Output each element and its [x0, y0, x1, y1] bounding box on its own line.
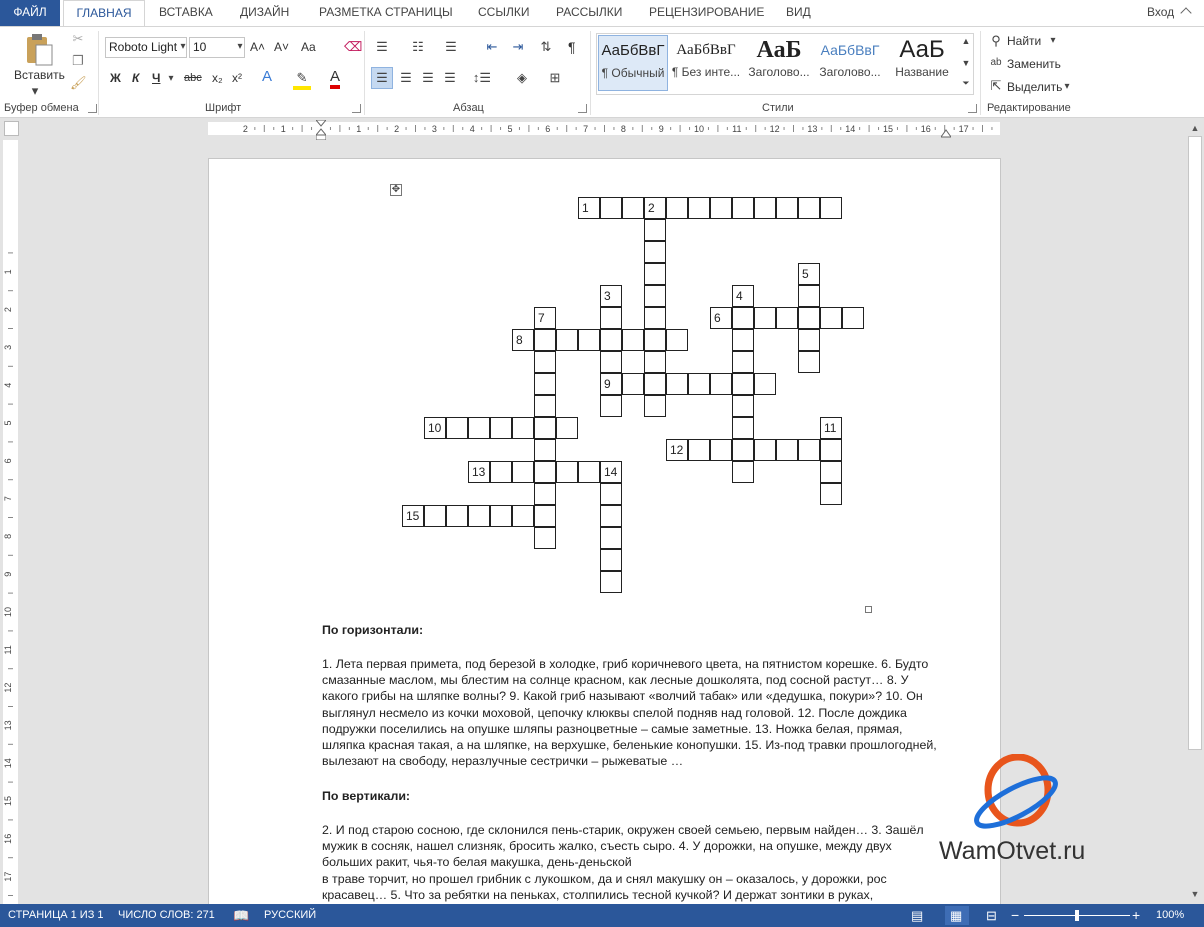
crossword-cell[interactable]: [600, 505, 622, 527]
crossword-cell[interactable]: [644, 329, 666, 351]
tab-layout[interactable]: РАЗМЕТКА СТРАНИЦЫ: [319, 5, 453, 19]
style-heading-2[interactable]: [815, 35, 885, 91]
svg-text:1: 1: [3, 269, 13, 275]
crossword-cell[interactable]: 10: [424, 417, 446, 439]
crossword-cell[interactable]: [600, 395, 622, 417]
proofing-icon[interactable]: 📖: [233, 908, 250, 923]
wamotvet-logo-icon: [968, 754, 1064, 832]
crossword-cell[interactable]: [732, 395, 754, 417]
crossword-cell[interactable]: 12: [666, 439, 688, 461]
svg-text:16: 16: [3, 833, 13, 844]
crossword-cell[interactable]: 8: [512, 329, 534, 351]
crossword-cell[interactable]: [600, 351, 622, 373]
cut-icon[interactable]: ✂: [72, 31, 84, 46]
crossword-cell[interactable]: [556, 417, 578, 439]
svg-text:3: 3: [3, 344, 13, 350]
crossword-cell[interactable]: [600, 549, 622, 571]
crossword-cell[interactable]: [534, 439, 556, 461]
crossword-cell[interactable]: [468, 417, 490, 439]
select-cursor-icon: ⇱: [990, 78, 1002, 93]
sign-in-link[interactable]: Вход: [1147, 5, 1175, 19]
svg-text:16: 16: [920, 124, 931, 134]
crossword-cell[interactable]: [534, 505, 556, 527]
svg-text:13: 13: [807, 124, 818, 134]
crossword-cell[interactable]: [644, 373, 666, 395]
crossword-cell[interactable]: 14: [600, 461, 622, 483]
tab-home[interactable]: ГЛАВНАЯ: [63, 0, 145, 27]
crossword-cell[interactable]: [798, 351, 820, 373]
clipboard-launcher-icon[interactable]: [88, 104, 97, 113]
crossword-cell[interactable]: [732, 307, 754, 329]
line-spacing-icon[interactable]: ↕☰: [472, 70, 492, 85]
status-bar: [0, 904, 1204, 927]
crossword-cell[interactable]: [446, 417, 468, 439]
crossword-cell[interactable]: [820, 197, 842, 219]
style-name: ¶ Без инте...: [671, 65, 741, 79]
zoom-slider-thumb[interactable]: [1075, 910, 1079, 921]
align-right-icon[interactable]: ☰: [422, 70, 434, 85]
format-painter-icon[interactable]: 🖌: [70, 75, 87, 90]
increase-indent-icon[interactable]: ⇥: [512, 39, 524, 54]
group-divider: [590, 31, 591, 115]
bullets-icon[interactable]: ☰: [376, 39, 388, 54]
down-clues-2: в траве торчит, но прошел грибник с лукошком, да и снял макушку он – оказалось, у дорожки, рос красавец… 5. Что за ребятки на пеньках, столпились тесной кучкой? И держат зонтики в руках,: [322, 872, 887, 903]
crossword-cell[interactable]: [842, 307, 864, 329]
crossword-cell[interactable]: [600, 197, 622, 219]
svg-text:2: 2: [394, 124, 400, 134]
copy-icon[interactable]: ❐: [72, 53, 84, 68]
crossword-cell[interactable]: [666, 197, 688, 219]
crossword-cell[interactable]: [490, 505, 512, 527]
crossword-cell[interactable]: [754, 439, 776, 461]
align-center-icon[interactable]: ☰: [400, 70, 412, 85]
crossword-cell[interactable]: [688, 439, 710, 461]
crossword-cell[interactable]: [732, 417, 754, 439]
svg-text:14: 14: [3, 758, 13, 769]
font-size-dropdown-icon[interactable]: ▾: [237, 41, 243, 52]
crossword-cell[interactable]: [534, 461, 556, 483]
style-name: ¶ Обычный: [601, 66, 665, 80]
word-count-status[interactable]: ЧИСЛО СЛОВ: 271: [118, 909, 215, 921]
crossword-cell[interactable]: [776, 197, 798, 219]
crossword-cell[interactable]: [710, 439, 732, 461]
paste-button[interactable]: Вставить: [14, 68, 65, 82]
svg-text:2: 2: [3, 307, 13, 313]
crossword-cell[interactable]: [512, 461, 534, 483]
svg-text:13: 13: [3, 720, 13, 731]
crossword-cell[interactable]: [732, 461, 754, 483]
down-clues-1: 2. И под старою сосною, где склонился пень-старик, окружен своей семьею, первым найден… 3. Зашёл мужик в сосняк, нашел слизняк, бросить жалко, съесть сыро. 4. У дорожки, на опушке, между двух больших ракит, чья-то белая макушка, день-деньской: [322, 823, 924, 870]
svg-text:12: 12: [3, 682, 13, 693]
crossword-cell[interactable]: [666, 373, 688, 395]
svg-text:6: 6: [545, 124, 551, 134]
crossword-cell[interactable]: [534, 329, 556, 351]
crossword-cell[interactable]: [820, 483, 842, 505]
crossword-cell[interactable]: 13: [468, 461, 490, 483]
crossword-cell[interactable]: 7: [534, 307, 556, 329]
crossword-cell[interactable]: 11: [820, 417, 842, 439]
svg-text:2: 2: [242, 124, 248, 134]
style-sample: АаБбВвГ: [601, 42, 665, 59]
italic-button[interactable]: К: [132, 71, 140, 85]
svg-text:17: 17: [3, 871, 13, 882]
svg-text:11: 11: [732, 124, 742, 134]
svg-text:1: 1: [356, 124, 362, 134]
crossword-cell[interactable]: [710, 373, 732, 395]
tab-insert[interactable]: ВСТАВКА: [159, 5, 213, 19]
subscript-button[interactable]: x₂: [212, 71, 223, 85]
scroll-down-icon[interactable]: ▼: [1190, 889, 1200, 899]
crossword-cell[interactable]: [600, 571, 622, 593]
crossword-cell[interactable]: [556, 461, 578, 483]
styles-more-icon[interactable]: ⏷: [962, 78, 970, 88]
svg-text:9: 9: [658, 124, 664, 134]
crossword-cell[interactable]: [622, 373, 644, 395]
group-divider: [98, 31, 99, 115]
right-indent-marker-icon[interactable]: [941, 127, 951, 137]
crossword-cell[interactable]: [424, 505, 446, 527]
select-dropdown-icon[interactable]: ▾: [1064, 81, 1070, 92]
crossword-cell[interactable]: [622, 197, 644, 219]
crossword-cell[interactable]: [710, 197, 732, 219]
crossword-cell[interactable]: [754, 373, 776, 395]
crossword-cell[interactable]: [820, 439, 842, 461]
styles-scroll-up-icon[interactable]: ▲: [961, 36, 971, 46]
vertical-ruler[interactable]: [3, 140, 18, 904]
crossword-cell[interactable]: [732, 351, 754, 373]
crossword-cell[interactable]: [754, 307, 776, 329]
style-normal[interactable]: [598, 35, 668, 91]
crossword-cell[interactable]: [600, 527, 622, 549]
style-name: Заголово...: [748, 65, 810, 79]
crossword-cell[interactable]: [688, 373, 710, 395]
svg-text:14: 14: [845, 124, 856, 134]
svg-text:7: 7: [3, 496, 13, 502]
svg-text:3: 3: [431, 124, 437, 134]
scroll-up-icon[interactable]: ▲: [1190, 123, 1200, 133]
crossword-cell[interactable]: [578, 329, 600, 351]
read-mode-icon[interactable]: ▤: [911, 908, 924, 923]
crossword-cell[interactable]: 5: [798, 263, 820, 285]
style-sample: АаБбВвГ: [676, 42, 736, 58]
crossword-cell[interactable]: [644, 351, 666, 373]
svg-text:15: 15: [3, 795, 13, 807]
paste-icon[interactable]: [24, 33, 54, 67]
svg-text:5: 5: [507, 124, 513, 134]
borders-icon[interactable]: ⊞: [549, 70, 561, 85]
crossword-cell[interactable]: [644, 285, 666, 307]
across-heading: По горизонтали:: [322, 623, 424, 637]
underline-dropdown-icon[interactable]: ▾: [168, 73, 174, 84]
tab-references[interactable]: ССЫЛКИ: [478, 5, 530, 19]
svg-text:11: 11: [3, 645, 13, 655]
crossword-cell[interactable]: [534, 527, 556, 549]
styles-group-label: Стили: [762, 102, 794, 114]
style-name: Заголово...: [819, 65, 881, 79]
crossword-cell[interactable]: [446, 505, 468, 527]
font-color-button[interactable]: A: [330, 69, 340, 89]
tab-mailings[interactable]: РАССЫЛКИ: [556, 5, 623, 19]
svg-text:4: 4: [469, 124, 475, 134]
zoom-in-icon[interactable]: +: [1132, 907, 1141, 923]
zoom-level[interactable]: 100%: [1156, 909, 1185, 921]
collapse-ribbon-icon[interactable]: [1180, 7, 1191, 18]
crossword-cell[interactable]: [644, 241, 666, 263]
text-effects-button[interactable]: A: [262, 68, 273, 85]
crossword-cell[interactable]: [666, 329, 688, 351]
font-group-label: Шрифт: [205, 102, 242, 114]
replace-button[interactable]: Заменить: [1007, 57, 1061, 71]
crossword-cell[interactable]: [512, 417, 534, 439]
ribbon-tab-bar: [0, 0, 1204, 26]
crossword-cell[interactable]: [534, 395, 556, 417]
decrease-indent-icon[interactable]: ⇤: [486, 39, 498, 54]
svg-text:6: 6: [3, 458, 13, 464]
crossword-cell[interactable]: [468, 505, 490, 527]
sort-icon[interactable]: ⇅: [540, 39, 552, 54]
style-sample: АаБбВвГ: [820, 42, 880, 58]
crossword-cell[interactable]: [534, 417, 556, 439]
svg-text:4: 4: [3, 382, 13, 388]
zoom-out-icon[interactable]: −: [1011, 907, 1020, 923]
superscript-button[interactable]: x²: [232, 71, 242, 85]
crossword-cell[interactable]: [600, 307, 622, 329]
clipboard-group-label: Буфер обмена: [4, 102, 79, 114]
shrink-font-button[interactable]: A˅: [274, 40, 290, 54]
crossword-cell[interactable]: 9: [600, 373, 622, 395]
highlight-color-icon[interactable]: ✎: [293, 70, 311, 90]
justify-icon[interactable]: ☰: [444, 70, 456, 85]
bold-button[interactable]: Ж: [110, 71, 121, 85]
find-button[interactable]: Найти: [1007, 34, 1042, 48]
crossword-cell[interactable]: [490, 417, 512, 439]
table-move-handle-icon[interactable]: ✥: [391, 184, 401, 195]
crossword-cell[interactable]: [644, 219, 666, 241]
svg-text:1: 1: [280, 124, 286, 134]
print-layout-icon[interactable]: ▦: [950, 908, 963, 923]
style-no-spacing[interactable]: [671, 35, 741, 91]
crossword-cell[interactable]: [798, 439, 820, 461]
multilevel-list-icon[interactable]: ☰: [445, 39, 457, 54]
horizontal-ruler[interactable]: [208, 122, 1000, 135]
crossword-cell[interactable]: 6: [710, 307, 732, 329]
select-button[interactable]: Выделить: [1007, 80, 1063, 94]
svg-text:7: 7: [583, 124, 589, 134]
font-launcher-icon[interactable]: [352, 104, 361, 113]
tab-review[interactable]: РЕЦЕНЗИРОВАНИЕ: [649, 5, 765, 19]
crossword-cell[interactable]: [600, 329, 622, 351]
crossword-cell[interactable]: [688, 197, 710, 219]
svg-text:17: 17: [958, 124, 969, 134]
crossword-cell[interactable]: [490, 461, 512, 483]
style-name: Название: [895, 65, 949, 79]
web-layout-icon[interactable]: ⊟: [986, 908, 997, 923]
crossword-cell[interactable]: [534, 373, 556, 395]
language-status[interactable]: РУССКИЙ: [264, 909, 317, 921]
styles-launcher-icon[interactable]: [968, 104, 977, 113]
crossword-cell[interactable]: [820, 461, 842, 483]
font-name-dropdown-icon[interactable]: ▾: [180, 41, 186, 52]
font-name-field[interactable]: Roboto Light: [105, 37, 187, 58]
crossword-cell[interactable]: [600, 483, 622, 505]
crossword-cell[interactable]: 15: [402, 505, 424, 527]
crossword-cell[interactable]: [622, 329, 644, 351]
paragraph-group-label: Абзац: [453, 102, 484, 114]
crossword-cell[interactable]: [776, 307, 798, 329]
svg-text:12: 12: [769, 124, 780, 134]
style-title[interactable]: [887, 35, 957, 91]
ribbon: [0, 26, 1204, 118]
crossword-cell[interactable]: 3: [600, 285, 622, 307]
crossword-cell[interactable]: [798, 307, 820, 329]
paragraph-launcher-icon[interactable]: [578, 104, 587, 113]
tab-file[interactable]: ФАЙЛ: [0, 0, 60, 26]
style-sample: АаБ: [756, 37, 802, 63]
change-case-button[interactable]: Aa: [301, 40, 316, 54]
svg-text:5: 5: [3, 420, 13, 426]
table-resize-handle-icon[interactable]: [865, 606, 872, 613]
styles-scroll-down-icon[interactable]: ▼: [961, 58, 971, 68]
page-count-status[interactable]: СТРАНИЦА 1 ИЗ 1: [8, 909, 104, 921]
crossword-cell[interactable]: [776, 439, 798, 461]
binoculars-icon: ⚲: [991, 33, 1001, 48]
font-size-field[interactable]: 10: [189, 37, 245, 58]
style-heading-1[interactable]: [744, 35, 814, 91]
svg-text:8: 8: [620, 124, 626, 134]
crossword-cell[interactable]: [512, 505, 534, 527]
grow-font-button[interactable]: A˄: [250, 40, 266, 54]
crossword-cell[interactable]: [534, 483, 556, 505]
tab-design[interactable]: ДИЗАЙН: [240, 5, 290, 19]
strikethrough-button[interactable]: abc: [184, 72, 202, 84]
svg-text:9: 9: [3, 571, 13, 577]
svg-text:15: 15: [882, 124, 894, 134]
crossword-cell[interactable]: [644, 395, 666, 417]
tab-view[interactable]: ВИД: [786, 5, 811, 19]
indent-marker-icon[interactable]: [316, 120, 326, 140]
crossword-cell[interactable]: [754, 197, 776, 219]
crossword-cell[interactable]: 1: [578, 197, 600, 219]
crossword-cell[interactable]: [798, 285, 820, 307]
crossword-cell[interactable]: [578, 461, 600, 483]
editing-group-label: Редактирование: [987, 102, 1071, 114]
crossword-cell[interactable]: [732, 439, 754, 461]
crossword-cell[interactable]: [732, 373, 754, 395]
crossword-cell[interactable]: [534, 351, 556, 373]
crossword-cell[interactable]: [820, 307, 842, 329]
down-heading: По вертикали:: [322, 789, 411, 803]
vertical-scrollbar[interactable]: [1186, 118, 1204, 904]
svg-text:8: 8: [3, 533, 13, 539]
crossword-cell[interactable]: [732, 197, 754, 219]
show-marks-button[interactable]: ¶: [568, 39, 576, 55]
paste-dropdown-icon[interactable]: ▾: [31, 83, 39, 98]
crossword-cell[interactable]: [732, 329, 754, 351]
tab-selector-icon[interactable]: [4, 121, 19, 136]
find-dropdown-icon[interactable]: ▾: [1050, 35, 1056, 46]
crossword-cell[interactable]: 4: [732, 285, 754, 307]
crossword-cell[interactable]: [798, 197, 820, 219]
crossword-cell[interactable]: [798, 329, 820, 351]
align-left-icon[interactable]: ☰: [371, 67, 393, 89]
group-divider: [980, 31, 981, 115]
clear-formatting-icon[interactable]: ⌫: [344, 39, 363, 54]
scrollbar-thumb[interactable]: [1188, 136, 1202, 750]
replace-icon: ab: [990, 57, 1002, 68]
underline-button[interactable]: Ч: [152, 71, 161, 85]
across-clues: 1. Лета первая примета, под березой в холодке, гриб коричневого цвета, на пятнистом корешке. 6. Будто смазанные маслом, мы блестим на солнце красном, как лесные дошколята, под сосной растут… 8. У какого грибы на шляпке волны? 9. Какой гриб называют «волчий табак» или «дедушка, покури»? 10. Он выглянул несмело из кочки моховой, цепочку клюквы спелой подняв над головой. 12. После дождика подружки поселились на опушке шляпы разноцветные – самые заметные. 13. Ножка белая, прямая, шляпка красная такая, а на шляпке, на верхушке, беленькие конопушки. 15. Из-под травки прошлогодней, вылезают на свободу, неразлучные сестрички – рыжеватые …: [322, 657, 937, 769]
crossword-cell[interactable]: 2: [644, 197, 666, 219]
style-sample: АаБ: [899, 36, 945, 63]
svg-text:10: 10: [3, 606, 13, 618]
crossword-cell[interactable]: [644, 307, 666, 329]
crossword-cell[interactable]: [644, 263, 666, 285]
crossword-cell[interactable]: [556, 329, 578, 351]
group-divider: [364, 31, 365, 115]
watermark-text: WamOtvet.ru: [939, 837, 1086, 865]
svg-text:10: 10: [693, 124, 705, 134]
numbering-icon[interactable]: ☷: [412, 39, 424, 54]
shading-icon[interactable]: ◈: [512, 70, 532, 89]
